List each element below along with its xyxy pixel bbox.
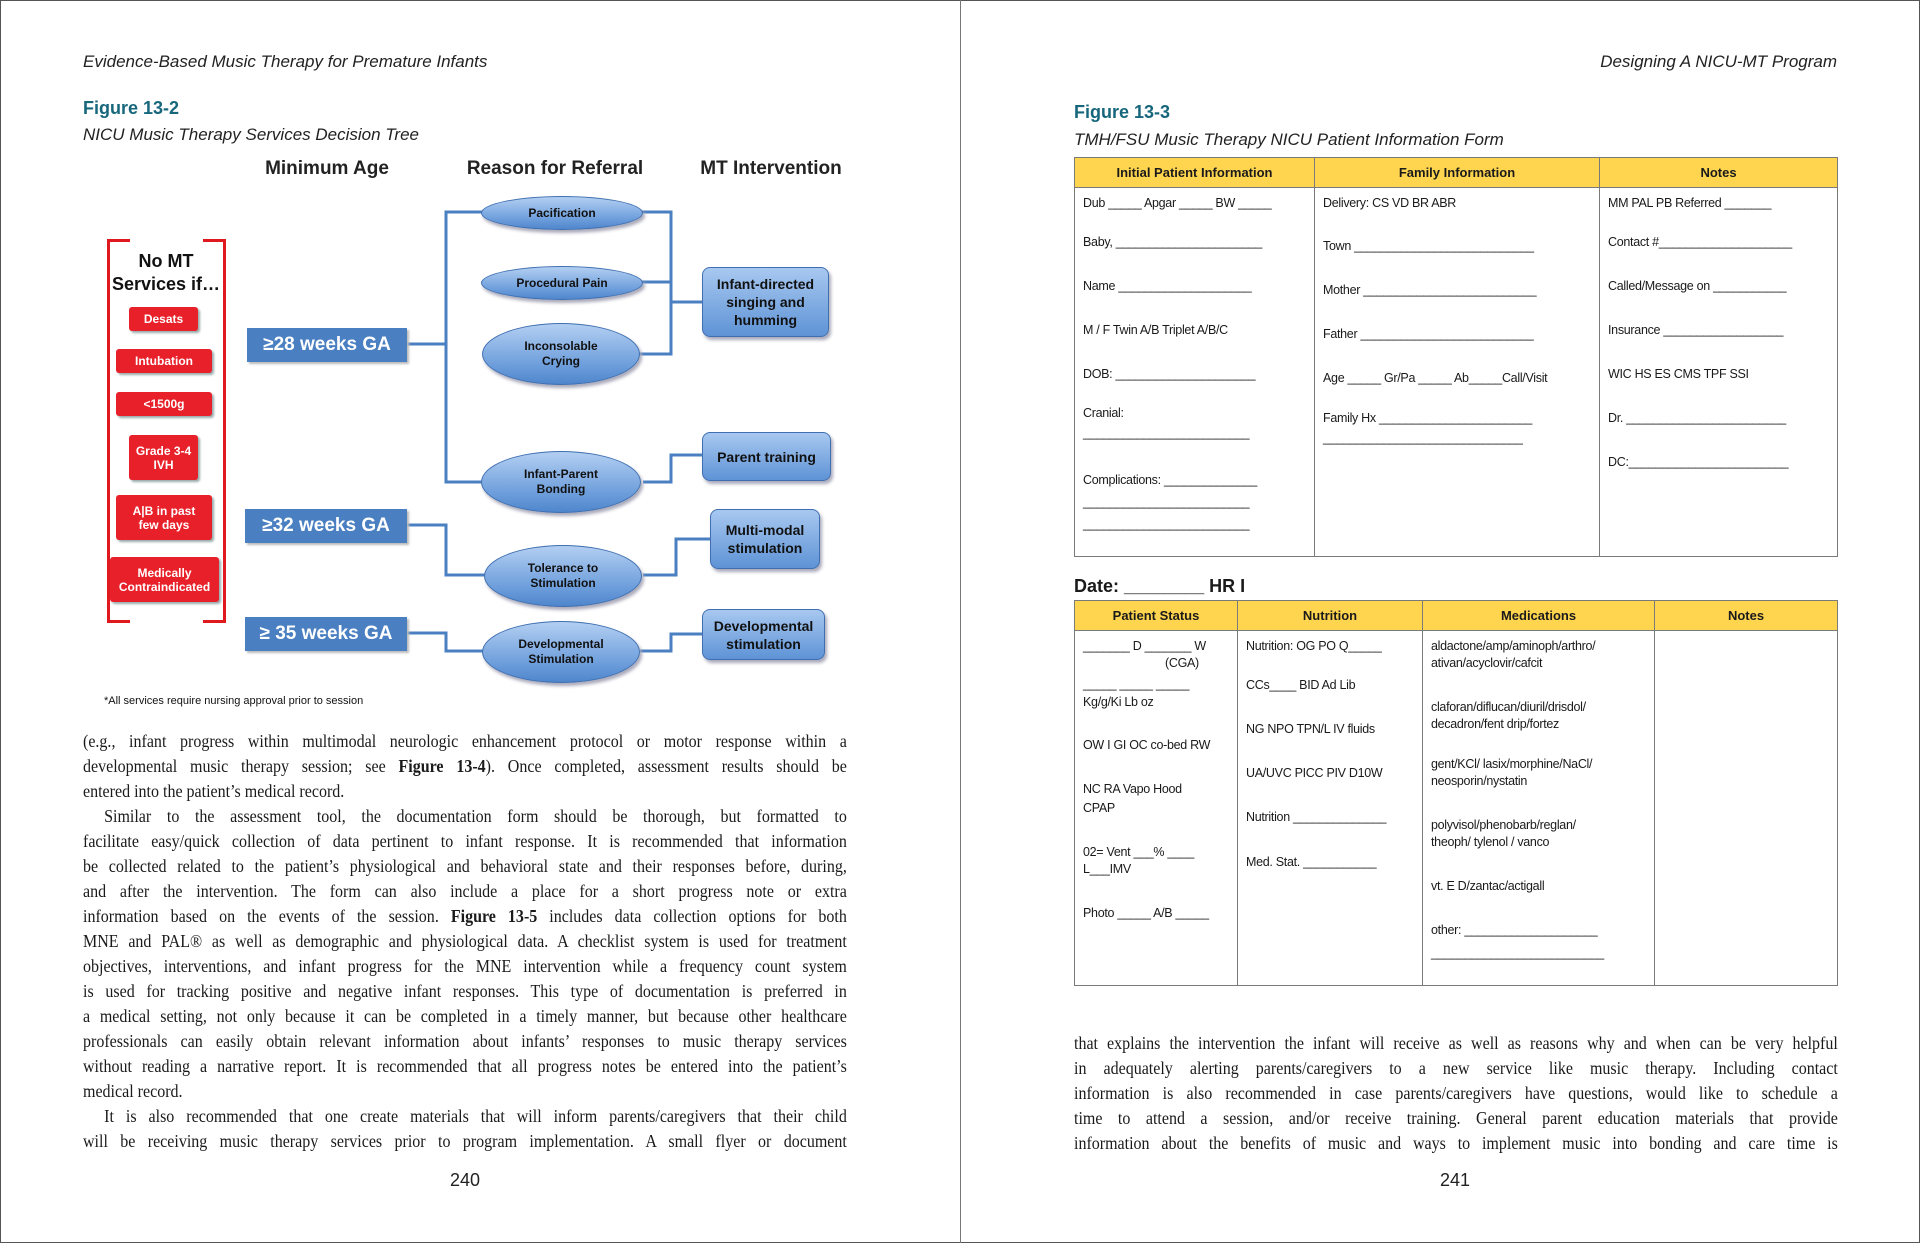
connector-32 [407,525,486,575]
form1-field: Name ____________________ [1083,279,1252,293]
text-line [83,829,847,854]
intervention-infant-directed-singing: Infant-directed singing and humming [702,267,829,337]
text-segment: and after the intervention. The form can also include a place for a short progress note or extra [83,881,847,901]
text-segment: (e.g., infant progress within multimodal neurologic enhancement protocol or motor response within a [83,731,847,751]
form1-field: DC:________________________ [1608,455,1789,469]
text-segment: facilitate easy/quick collection of data pertinent to infant response. It is recommended that information [83,831,847,851]
patient-information-form [1074,157,1838,557]
form2-field: NC RA Vapo Hood [1083,782,1182,796]
form2-field: UA/UVC PICC PIV D10W [1246,766,1383,780]
text-segment: Similar to the assessment tool, the documentation form should be thorough, but formatted to [104,806,847,826]
text-segment: time to attend a session, and/or receive training. General parent education materials that provide [1074,1108,1838,1128]
connector-dev-stim [640,634,702,651]
text-line [83,729,847,754]
form2-column-notes [1655,601,1837,985]
form2-header: Nutrition [1238,601,1422,631]
form1-field: Dub _____ Apgar _____ BW _____ [1083,196,1272,210]
text-segment: professionals can easily obtain relevant information about infants’ responses to music therapy services [83,1031,847,1051]
form2-field: Nutrition: OG PO Q_____ [1246,639,1382,653]
form2-column-nutrition [1238,601,1423,985]
age-35-weeks: ≥ 35 weeks GA [245,617,407,651]
form2-field: Med. Stat. ___________ [1246,855,1377,869]
form2-field: ativan/acyclovir/cafcit [1431,656,1543,670]
text-line [83,754,847,779]
text-segment: information is also recommended in case parents/caregivers have questions, would like to schedule a [1074,1083,1838,1103]
text-line [83,804,847,829]
figure-reference: Figure 13-4 [398,756,486,776]
form1-field: Contact #____________________ [1608,235,1792,249]
exclusion-desats: Desats [129,307,198,331]
reason-inconsolable-crying: Inconsolable Crying [482,323,640,385]
text-segment: objectives, interventions, and infant progress for the MNE intervention while a frequency count system [83,956,847,976]
intervention-multimodal-stimulation: Multi-modal stimulation [710,509,820,569]
text-line [83,879,847,904]
form2-field: CPAP [1083,801,1115,815]
form1-column-initial-patient-info [1075,158,1315,556]
form1-field: Insurance __________________ [1608,323,1784,337]
right-running-head: Designing A NICU-MT Program [1600,52,1837,71]
right-page-number: 241 [1439,1170,1471,1190]
age-32-weeks: ≥32 weeks GA [245,509,407,543]
form1-field: Mother __________________________ [1323,283,1537,297]
text-segment: be collected related to the patient’s physiological and behavioral state and their responses before, during, [83,856,847,876]
text-line [83,979,847,1004]
form1-field: Called/Message on ___________ [1608,279,1787,293]
figure-13-2-caption: NICU Music Therapy Services Decision Tree [83,125,419,144]
form2-column-medications [1423,601,1655,985]
right-page-body-text [1074,1031,1838,1156]
exclusion-weight: <1500g [116,392,212,416]
form1-field: WIC HS ES CMS TPF SSI [1608,367,1749,381]
form2-field: aldactone/amp/aminoph/arthro/ [1431,639,1596,653]
form1-field: DOB: _____________________ [1083,367,1256,381]
exclusion-ivh: Grade 3-4 IVH [129,435,198,480]
intervention-parent-training: Parent training [702,432,831,481]
form1-header: Notes [1600,158,1837,188]
text-segment: includes data collection options for both [537,906,847,926]
form1-field: ______________________________ [1323,431,1523,445]
form2-field: neosporin/nystatin [1431,774,1528,788]
form1-field: Complications: ______________ [1083,473,1258,487]
connector-tolerance-multimodal [643,539,710,575]
text-segment: without reading a narrative report. It is recommended that all progress notes be entered into the patient’s [83,1056,847,1076]
form2-field: L___IMV [1083,862,1131,876]
date-hr-line: Date: ________ HR I [1074,576,1246,596]
figure-reference: Figure 13-5 [450,906,538,926]
text-segment: developmental music therapy session; see [83,756,399,776]
form1-field: M / F Twin A/B Triplet A/B/C [1083,323,1228,337]
text-segment: It is also recommended that one create materials that will inform parents/caregivers that their child [104,1106,847,1126]
text-segment: that explains the intervention the infant will receive as well as reasons why and when can be very helpful [1074,1033,1838,1053]
column-header-reason: Reason for Referral [466,158,644,179]
text-segment: entered into the patient’s medical record. [83,781,345,801]
form2-header: Notes [1655,601,1837,631]
exclusion-intubation: Intubation [116,349,212,373]
daily-status-form [1074,600,1838,986]
form1-field: Delivery: CS VD BR ABR [1323,196,1457,210]
left-page-number: 240 [449,1170,481,1190]
form2-field: Kg/g/Ki Lb oz [1083,695,1154,709]
form1-field: MM PAL PB Referred _______ [1608,196,1772,210]
form2-field: _____ _____ _____ [1083,677,1190,691]
text-line [83,929,847,954]
form2-field: NG NPO TPN/L IV fluids [1246,722,1375,736]
text-segment: information about the benefits of music and ways to implement music into bonding and care time is [1074,1133,1838,1153]
left-running-head: Evidence-Based Music Therapy for Premature Infants [83,52,488,71]
form2-field: (CGA) [1165,656,1199,670]
form2-header: Patient Status [1075,601,1237,631]
form2-field: CCs____ BID Ad Lib [1246,678,1356,692]
connector-28-vertical [446,212,486,482]
text-segment: in adequately alerting parents/caregivers to a new service like music therapy. Including contact [1074,1058,1838,1078]
text-segment: medical record. [83,1081,183,1101]
form2-field: Photo _____ A/B _____ [1083,906,1209,920]
text-segment: a medical setting, not only because it can be completed in a timely manner, but because other healthcare [83,1006,847,1026]
text-line [1074,1106,1838,1131]
form1-column-family-info [1315,158,1600,556]
text-line [83,779,847,804]
age-28-weeks: ≥28 weeks GA [247,328,407,362]
text-line [83,904,847,929]
text-line [83,954,847,979]
form1-field: Town ___________________________ [1323,239,1534,253]
form1-field: _________________________ [1083,426,1250,440]
form2-field: Nutrition ______________ [1246,810,1387,824]
text-line [83,1129,847,1154]
form2-field: 02= Vent ___% ____ [1083,845,1195,859]
form2-header: Medications [1423,601,1654,631]
exclusions-title: No MT Services if… [111,251,221,294]
text-segment: ). Once completed, assessment results should be [485,756,847,776]
form1-field: Family Hx _______________________ [1323,411,1533,425]
form2-column-patient-status [1075,601,1238,985]
text-segment: MNE and PAL® as well as demographic and physiological data. A checklist system is used for treatment [83,931,847,951]
form2-field: decadron/fent drip/fortez [1431,717,1559,731]
reason-procedural-pain: Procedural Pain [481,266,643,300]
exclusion-apnea-brady: A|B in past few days [116,495,212,540]
text-line [1074,1031,1838,1056]
tree-footnote: *All services require nursing approval prior to session [104,695,364,707]
connector-35 [407,633,484,651]
text-segment: is used for tracking positive and negative infant responses. This type of documentation is preferred in [83,981,847,1001]
form2-field: other: ____________________ [1431,923,1598,937]
text-segment: information based on the events of the session. [83,906,451,926]
exclusion-medically-contraindicated: Medically Contraindicated [110,557,219,602]
form2-field: OW I GI OC co-bed RW [1083,738,1211,752]
text-line [83,854,847,879]
left-page-body-text [83,729,847,1154]
text-line [83,1079,847,1104]
text-line [83,1104,847,1129]
figure-13-3-number: Figure 13-3 [1074,102,1171,122]
connector-bonding-parent [643,455,702,482]
text-line [1074,1056,1838,1081]
form2-field: vt. E D/zantac/actigall [1431,879,1545,893]
intervention-developmental-stimulation: Developmental stimulation [702,609,825,660]
figure-13-2-number: Figure 13-2 [83,98,180,118]
figure-13-3-caption: TMH/FSU Music Therapy NICU Patient Information Form [1074,130,1504,149]
form1-field: _________________________ [1083,517,1250,531]
form1-column-notes [1600,158,1837,556]
form1-field: Baby, ______________________ [1083,235,1263,249]
form2-field: _______ D _______ W [1083,639,1206,653]
column-header-intervention: MT Intervention [700,158,842,179]
text-line [1074,1081,1838,1106]
reason-tolerance-stimulation: Tolerance to Stimulation [484,545,642,607]
text-segment: will be receiving music therapy services prior to program implementation. A small flyer or document [83,1131,847,1151]
reason-developmental-stimulation: Developmental Stimulation [482,621,640,683]
form2-field: gent/KCl/ lasix/morphine/NaCl/ [1431,757,1593,771]
form1-field: Cranial: [1083,406,1124,420]
form2-field: __________________________ [1431,946,1604,960]
text-line [83,1054,847,1079]
form1-field: Age _____ Gr/Pa _____ Ab_____Call/Visit [1323,371,1548,385]
text-line [83,1029,847,1054]
form2-field: claforan/diflucan/diuril/drisdol/ [1431,700,1586,714]
form1-field: Father __________________________ [1323,327,1534,341]
reason-infant-parent-bonding: Infant-Parent Bonding [481,451,641,513]
form2-field: theoph/ tylenol / vanco [1431,835,1550,849]
column-header-minimum-age: Minimum Age [265,158,389,179]
text-line [1074,1131,1838,1156]
form1-header: Family Information [1315,158,1599,188]
reason-pacification: Pacification [481,196,643,230]
text-line [83,1004,847,1029]
page-spine-divider [960,0,961,1243]
form2-field: polyvisol/phenobarb/reglan/ [1431,818,1576,832]
form1-field: _________________________ [1083,495,1250,509]
form1-field: Dr. ________________________ [1608,411,1786,425]
form1-header: Initial Patient Information [1075,158,1314,188]
